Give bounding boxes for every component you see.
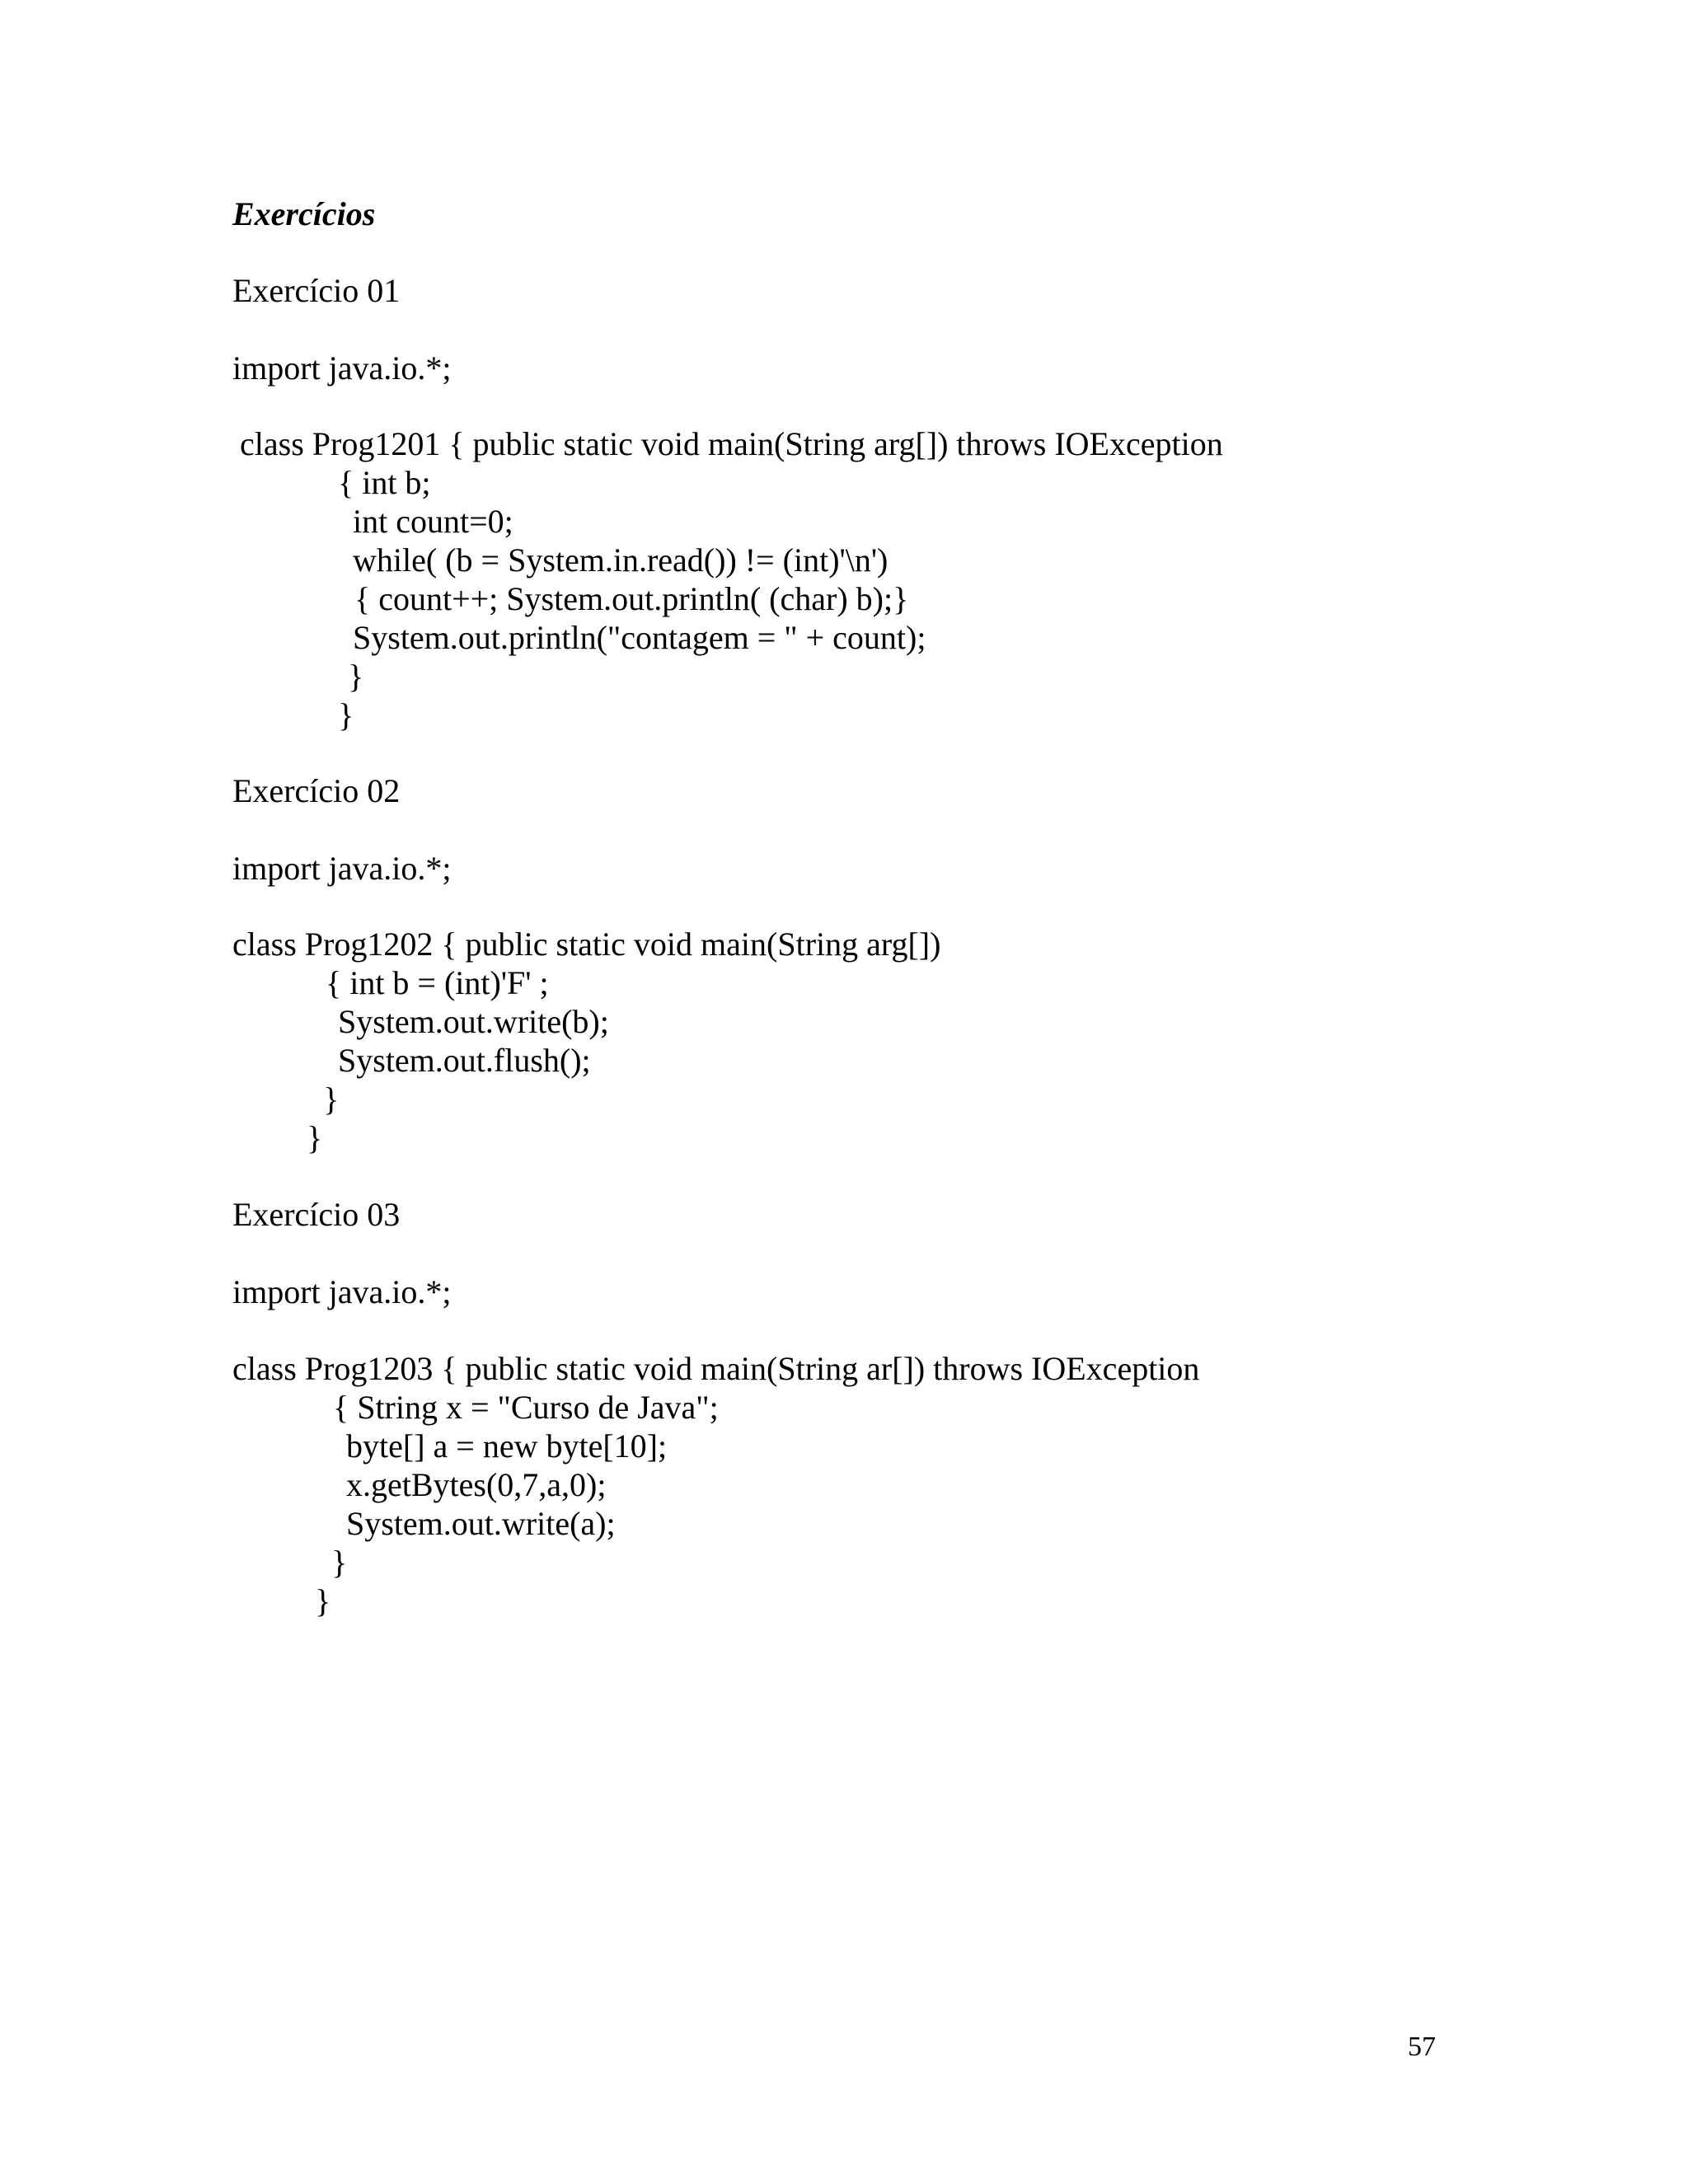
exercise-01-import: import java.io.*;: [232, 349, 452, 387]
exercise-03-code-line: byte[] a = new byte[10];: [346, 1427, 668, 1465]
exercise-01-code-line: System.out.println("contagem = " + count);: [353, 619, 926, 656]
exercise-02-code-line: { int b = (int)'F' ;: [326, 964, 549, 1001]
exercise-01-code-line: class Prog1201 { public static void main(String arg[]) throws IOException: [240, 425, 1223, 462]
exercise-03-code-line: { String x = "Curso de Java";: [333, 1389, 719, 1426]
section-heading: Exercícios: [232, 195, 376, 232]
exercise-01-code-line: { count++; System.out.println( (char) b);}: [354, 580, 909, 617]
exercise-02-code-line: System.out.flush();: [338, 1042, 591, 1079]
exercise-03-title: Exercício 03: [232, 1196, 401, 1233]
exercise-01-title: Exercício 01: [232, 272, 401, 309]
exercise-01-code-line: { int b;: [338, 464, 431, 501]
exercise-02-code-line: }: [323, 1080, 340, 1118]
exercise-01-code-line: }: [348, 658, 364, 695]
exercise-02-import: import java.io.*;: [232, 850, 452, 887]
exercise-02-code-line: }: [307, 1119, 323, 1156]
exercise-01-code-line: while( (b = System.in.read()) != (int)'\n'): [353, 541, 889, 579]
exercise-02-title: Exercício 02: [232, 772, 401, 809]
exercise-01-code-line: }: [338, 696, 354, 733]
exercise-03-code-line: class Prog1203 { public static void main(String ar[]) throws IOException: [232, 1350, 1200, 1387]
exercise-02-code-line: System.out.write(b);: [338, 1003, 609, 1040]
exercise-02-code-line: class Prog1202 { public static void main(String arg[]): [232, 926, 941, 963]
exercise-03-code-line: x.getBytes(0,7,a,0);: [346, 1466, 607, 1503]
exercise-01-code-line: int count=0;: [353, 503, 513, 540]
exercise-03-code-line: System.out.write(a);: [346, 1505, 616, 1542]
exercise-03-import: import java.io.*;: [232, 1273, 452, 1310]
exercise-03-code-line: }: [315, 1582, 331, 1619]
exercise-03-code-line: }: [331, 1544, 348, 1581]
page-number: 57: [1408, 2032, 1436, 2062]
